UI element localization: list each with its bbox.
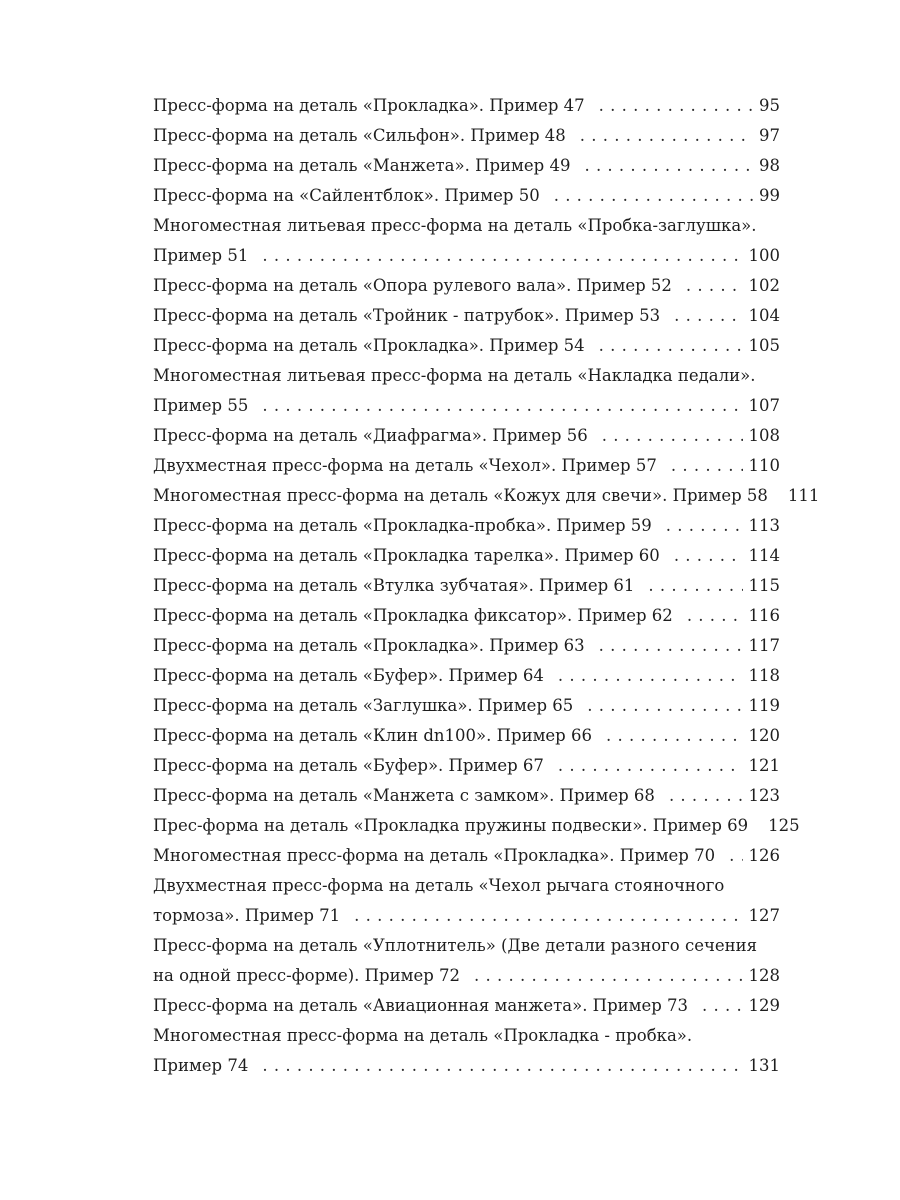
toc-entry — [153, 121, 780, 151]
toc-entry-last-line — [153, 121, 780, 151]
toc-entry-last-line — [153, 1051, 780, 1081]
toc-entry-line — [153, 361, 780, 391]
toc-entry-title: Двухместная пресс-форма на деталь «Чехол рычага стояночного — [153, 876, 725, 895]
toc-entry — [153, 181, 780, 211]
dot-leader — [580, 121, 753, 151]
toc-entry — [153, 571, 780, 601]
dot-leader — [687, 601, 743, 631]
toc-entry — [153, 841, 780, 871]
toc-page-number: 95 — [759, 96, 780, 115]
toc-entry-title: Прес-форма на деталь «Прокладка пружины подвески». Пример 69 — [153, 816, 749, 835]
toc-entry-last-line — [153, 151, 780, 181]
toc-entry — [153, 601, 780, 631]
dot-leader — [584, 151, 753, 181]
toc-entry-line — [153, 211, 780, 241]
toc-entry-title: Пресс-форма на деталь «Втулка зубчатая». Пример 61 — [153, 576, 635, 595]
toc-entry-last-line — [153, 481, 820, 511]
toc-entry-last-line — [153, 571, 780, 601]
dot-leader — [354, 901, 742, 931]
toc-entry-title: тормоза». Пример 71 — [153, 906, 341, 925]
toc-entry-line — [153, 931, 780, 961]
toc-entry-title: Пресс-форма на деталь «Буфер». Пример 67 — [153, 756, 544, 775]
toc-entry — [153, 451, 780, 481]
toc-entry-title: Пресс-форма на деталь «Манжета». Пример 49 — [153, 156, 571, 175]
toc-entry-title: Пресс-форма на деталь «Опора рулевого вала». Пример 52 — [153, 276, 672, 295]
dot-leader — [702, 991, 742, 1021]
toc-entry-title: Пресс-форма на деталь «Диафрагма». Пример 56 — [153, 426, 588, 445]
toc-entry-title: Пресс-форма на деталь «Уплотнитель» (Две детали разного сечения — [153, 936, 758, 955]
toc-entry-last-line — [153, 721, 780, 751]
toc-page-number: 99 — [759, 186, 780, 205]
toc-entry-last-line — [153, 781, 780, 811]
toc-page-number: 110 — [748, 456, 780, 475]
toc-page-number: 105 — [748, 336, 780, 355]
toc-entry-title: Пресс-форма на деталь «Буфер». Пример 64 — [153, 666, 544, 685]
dot-leader — [674, 541, 743, 571]
toc-entry — [153, 421, 780, 451]
toc-entry-title: Пример 74 — [153, 1056, 249, 1075]
toc-entry-title: Двухместная пресс-форма на деталь «Чехол». Пример 57 — [153, 456, 657, 475]
dot-leader — [262, 1051, 742, 1081]
toc-entry-title: Многоместная пресс-форма на деталь «Прокладка - пробка». — [153, 1026, 693, 1045]
toc-entry-last-line — [153, 331, 780, 361]
toc-entry — [153, 691, 780, 721]
toc-entry — [153, 151, 780, 181]
toc-entry-last-line — [153, 511, 780, 541]
toc-page-number: 127 — [748, 906, 780, 925]
toc-entry-title: Многоместная литьевая пресс-форма на деталь «Накладка педали». — [153, 366, 756, 385]
toc-entry — [153, 511, 780, 541]
dot-leader — [554, 181, 753, 211]
toc-entry-title: Пресс-форма на деталь «Прокладка фиксатор». Пример 62 — [153, 606, 673, 625]
toc-page-number: 104 — [748, 306, 780, 325]
toc-entry — [153, 1021, 780, 1081]
toc-entry-title: Многоместная литьевая пресс-форма на деталь «Пробка-заглушка». — [153, 216, 757, 235]
toc-page-number: 98 — [759, 156, 780, 175]
toc-entry — [153, 541, 780, 571]
dot-leader — [729, 841, 742, 871]
toc-entry-last-line — [153, 271, 780, 301]
dot-leader — [262, 241, 742, 271]
toc-entry-title: Пресс-форма на деталь «Прокладка». Пример 47 — [153, 96, 585, 115]
toc-entry-last-line — [153, 751, 780, 781]
toc-entry — [153, 811, 800, 841]
toc-entry — [153, 481, 820, 511]
toc-entry-title: Пресс-форма на деталь «Прокладка». Пример 54 — [153, 336, 585, 355]
toc-page-number: 129 — [748, 996, 780, 1015]
toc-entry-title: Пресс-форма на «Сайлентблок». Пример 50 — [153, 186, 540, 205]
toc-page-number: 97 — [759, 126, 780, 145]
toc-entry — [153, 361, 780, 421]
toc-entry — [153, 301, 780, 331]
toc-page-number: 115 — [748, 576, 780, 595]
dot-leader — [587, 691, 742, 721]
dot-leader — [599, 631, 743, 661]
toc-entry-last-line — [153, 391, 780, 421]
toc-page-number: 102 — [748, 276, 780, 295]
toc-page-number: 108 — [748, 426, 780, 445]
toc-entry-title: Пресс-форма на деталь «Клин dn100». Пример 66 — [153, 726, 592, 745]
toc-entry-title: Пресс-форма на деталь «Прокладка тарелка». Пример 60 — [153, 546, 660, 565]
dot-leader — [669, 781, 743, 811]
table-of-contents — [153, 91, 820, 1081]
toc-entry — [153, 781, 780, 811]
toc-entry-title: Пресс-форма на деталь «Авиационная манжета». Пример 73 — [153, 996, 689, 1015]
toc-page-number: 113 — [748, 516, 780, 535]
toc-entry-title: Пресс-форма на деталь «Сильфон». Пример 48 — [153, 126, 566, 145]
toc-entry — [153, 211, 780, 271]
toc-entry-title: Пресс-форма на деталь «Прокладка». Пример 63 — [153, 636, 585, 655]
toc-entry-last-line — [153, 601, 780, 631]
toc-entry — [153, 721, 780, 751]
toc-page-number: 121 — [748, 756, 780, 775]
toc-page-number: 116 — [748, 606, 780, 625]
dot-leader — [558, 661, 743, 691]
toc-page-number: 107 — [748, 396, 780, 415]
toc-page-number: 123 — [748, 786, 780, 805]
toc-entry-last-line — [153, 841, 780, 871]
toc-page-number: 119 — [748, 696, 780, 715]
toc-entry-last-line — [153, 451, 780, 481]
toc-page-number: 117 — [748, 636, 780, 655]
toc-entry-title: Пример 55 — [153, 396, 249, 415]
toc-entry-title: Пресс-форма на деталь «Манжета с замком». Пример 68 — [153, 786, 655, 805]
toc-entry-last-line — [153, 901, 780, 931]
toc-entry-last-line — [153, 661, 780, 691]
toc-entry — [153, 991, 780, 1021]
toc-entry — [153, 661, 780, 691]
dot-leader — [599, 331, 743, 361]
toc-entry — [153, 751, 780, 781]
toc-entry — [153, 331, 780, 361]
toc-page-number: 111 — [787, 486, 820, 505]
toc-entry-title: Многоместная пресс-форма на деталь «Прокладка». Пример 70 — [153, 846, 716, 865]
dot-leader — [599, 91, 753, 121]
dot-leader — [666, 511, 743, 541]
toc-entry-title: Пример 51 — [153, 246, 249, 265]
toc-entry-title: на одной пресс-форме). Пример 72 — [153, 966, 461, 985]
toc-entry — [153, 931, 780, 991]
dot-leader — [648, 571, 742, 601]
toc-entry-title: Пресс-форма на деталь «Тройник - патрубок». Пример 53 — [153, 306, 661, 325]
toc-page-number: 125 — [768, 816, 800, 835]
dot-leader — [674, 301, 742, 331]
dot-leader — [262, 391, 742, 421]
toc-entry-last-line — [153, 691, 780, 721]
toc-page-number: 128 — [748, 966, 780, 985]
dot-leader — [558, 751, 743, 781]
toc-entry — [153, 271, 780, 301]
toc-entry-title: Многоместная пресс-форма на деталь «Кожух для свечи». Пример 58 — [153, 486, 768, 505]
toc-entry-last-line — [153, 991, 780, 1021]
dot-leader — [602, 421, 743, 451]
toc-entry-line — [153, 871, 780, 901]
toc-page-number: 126 — [748, 846, 780, 865]
toc-entry-last-line — [153, 961, 780, 991]
dot-leader — [606, 721, 743, 751]
toc-entry-last-line — [153, 811, 800, 841]
toc-page-number: 118 — [748, 666, 780, 685]
toc-page-number: 131 — [748, 1056, 780, 1075]
dot-leader — [671, 451, 743, 481]
toc-page-number: 100 — [748, 246, 780, 265]
toc-entry-last-line — [153, 91, 780, 121]
toc-entry-line — [153, 1021, 780, 1051]
toc-page-number: 114 — [748, 546, 780, 565]
toc-entry-last-line — [153, 241, 780, 271]
toc-entry-last-line — [153, 301, 780, 331]
toc-entry-last-line — [153, 421, 780, 451]
toc-entry-title: Пресс-форма на деталь «Заглушка». Пример 65 — [153, 696, 574, 715]
toc-page-number: 120 — [748, 726, 780, 745]
toc-entry — [153, 631, 780, 661]
toc-entry-title: Пресс-форма на деталь «Прокладка-пробка». Пример 59 — [153, 516, 652, 535]
toc-entry-last-line — [153, 181, 780, 211]
toc-entry — [153, 871, 780, 931]
toc-entry-last-line — [153, 631, 780, 661]
toc-entry — [153, 91, 780, 121]
dot-leader — [474, 961, 742, 991]
toc-entry-last-line — [153, 541, 780, 571]
dot-leader — [686, 271, 743, 301]
